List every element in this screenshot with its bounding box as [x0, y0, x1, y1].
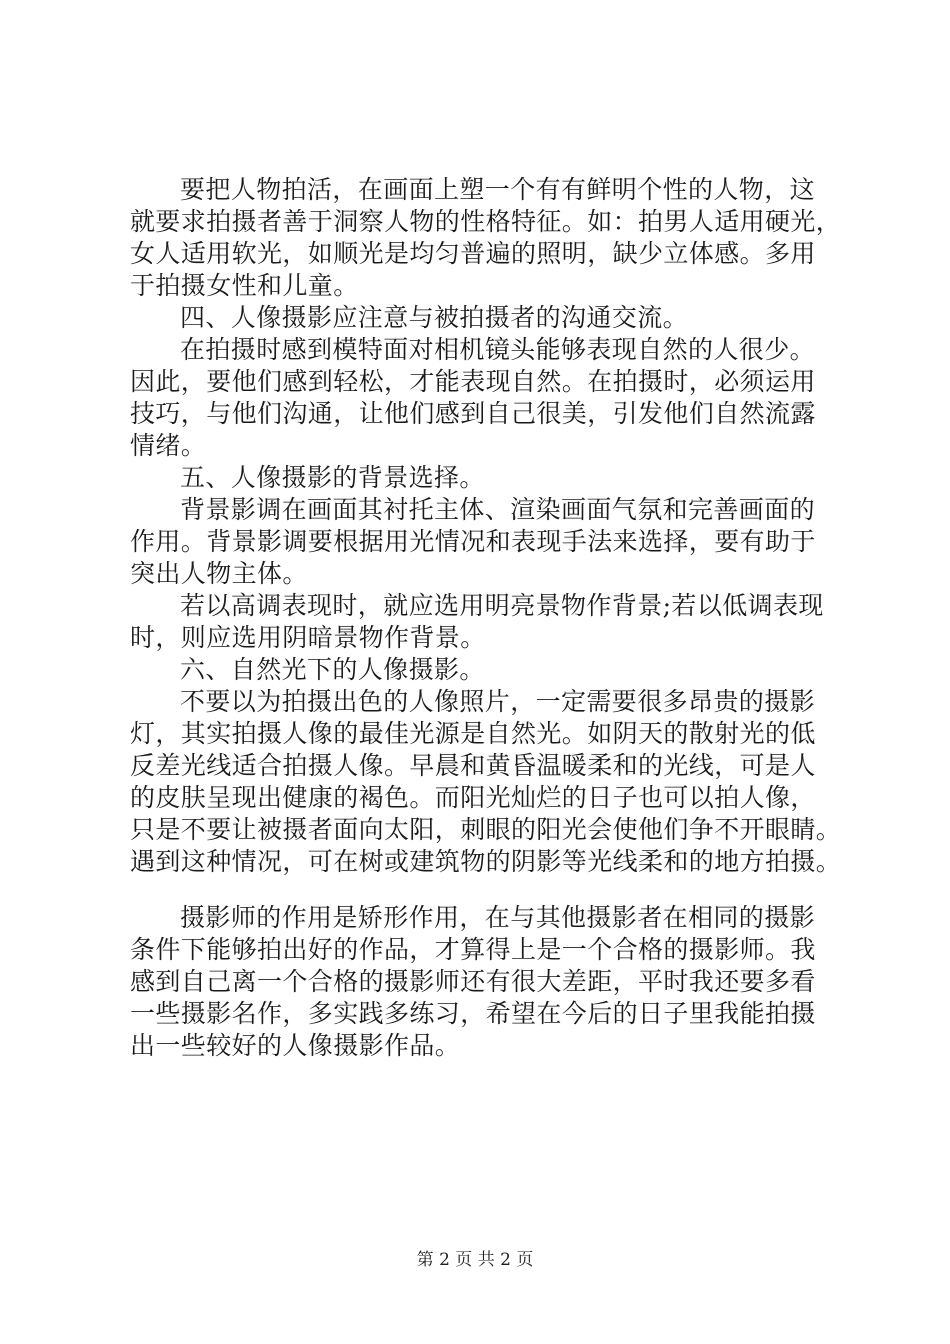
- paragraph-gap: [130, 878, 830, 902]
- paragraph: [130, 902, 830, 1062]
- text-line: 情绪。: [130, 431, 207, 460]
- text-line: 的皮肤呈现出健康的褐色。而阳光灿烂的日子也可以拍人像，: [130, 783, 816, 812]
- text-line: 要把人物拍活，在画面上塑一个有有鲜明个性的人物，这: [180, 175, 816, 204]
- text-line: 作用。背景影调要根据用光情况和表现手法来选择，要有助于: [130, 527, 816, 556]
- text-line: 于拍摄女性和儿童。: [130, 271, 359, 300]
- paragraph: [130, 686, 842, 878]
- text-line: 不要以为拍摄出色的人像照片，一定需要很多昂贵的摄影: [180, 687, 816, 716]
- text-line: 灯，其实拍摄人像的最佳光源是自然光。如阴天的散射光的低: [130, 719, 816, 748]
- paragraph: [130, 334, 830, 462]
- text-line: 六、自然光下的人像摄影。: [180, 655, 485, 684]
- text-line: 女人适用软光，如顺光是均匀普遍的照明，缺少立体感。多用: [130, 239, 816, 268]
- text-line: 时，则应选用阴暗景物作背景。: [130, 623, 486, 652]
- text-line: 一些摄影名作，多实践多练习，希望在今后的日子里我能拍摄: [130, 999, 816, 1028]
- paragraph: [130, 590, 830, 654]
- text-line: 摄影师的作用是矫形作用，在与其他摄影者在相同的摄影: [180, 903, 816, 932]
- text-line: 因此，要他们感到轻松，才能表现自然。在拍摄时，必须运用: [130, 367, 816, 396]
- section-heading: [130, 462, 830, 494]
- paragraph: [130, 174, 842, 302]
- text-line: 四、人像摄影应注意与被拍摄者的沟通交流。: [180, 303, 689, 332]
- document-body: [130, 174, 842, 1062]
- text-line: 若以高调表现时，就应选用明亮景物作背景;若以低调表现: [180, 591, 824, 620]
- paragraph: [130, 494, 830, 590]
- text-line: 突出人物主体。: [130, 559, 308, 588]
- text-line: 技巧，与他们沟通，让他们感到自己很美，引发他们自然流露: [130, 399, 816, 428]
- text-line: 感到自己离一个合格的摄影师还有很大差距，平时我还要多看: [130, 967, 816, 996]
- text-line: 条件下能够拍出好的作品，才算得上是一个合格的摄影师。我: [130, 935, 816, 964]
- text-line: 反差光线适合拍摄人像。早晨和黄昏温暖柔和的光线，可是人: [130, 751, 816, 780]
- text-line: 只是不要让被摄者面向太阳，刺眼的阳光会使他们争不开眼睛。: [130, 815, 842, 844]
- text-line: 背景影调在画面其衬托主体、渲染画面气氛和完善画面的: [180, 495, 816, 524]
- section-heading: [130, 654, 830, 686]
- text-line: 出一些较好的人像摄影作品。: [130, 1031, 461, 1060]
- text-line: 遇到这种情况，可在树或建筑物的阴影等光线柔和的地方拍摄。: [130, 847, 842, 876]
- text-line: 就要求拍摄者善于洞察人物的性格特征。如：拍男人适用硬光，: [130, 207, 842, 236]
- text-line: 在拍摄时感到模特面对相机镜头能够表现自然的人很少。: [180, 335, 816, 364]
- text-line: 五、人像摄影的背景选择。: [180, 463, 485, 492]
- section-heading: [130, 302, 830, 334]
- page-number-footer: 第 2 页 共 2 页: [416, 1250, 534, 1270]
